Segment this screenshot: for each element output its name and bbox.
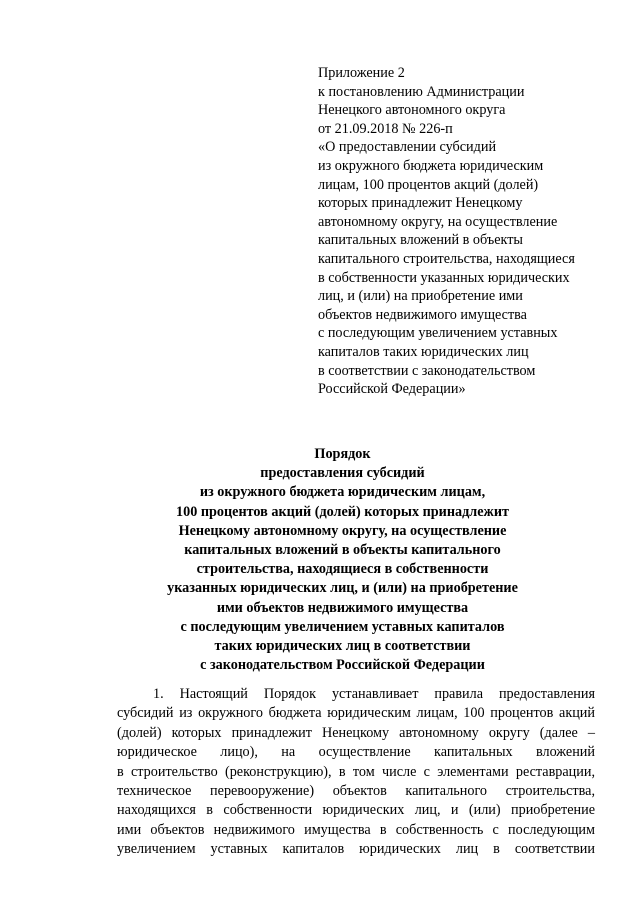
paragraph-line: 1. Настоящий Порядок устанавливает правила предоставления	[153, 686, 595, 702]
appendix-line: которых принадлежит Ненецкому	[318, 195, 523, 212]
title-line: из окружного бюджета юридическим лицам,	[199, 484, 486, 501]
appendix-line: Российской Федерации»	[318, 381, 466, 398]
appendix-line: Приложение 2	[318, 65, 405, 81]
title-line: ими объектов недвижимого имущества	[216, 599, 469, 616]
appendix-line: «О предоставлении субсидий	[318, 139, 497, 156]
paragraph-line: юридическое лицо), на осуществление капитальных вложений	[117, 744, 595, 761]
paragraph-line: находящихся в собственности юридических лиц, и (или) приобретение	[117, 802, 595, 819]
title-line: с последующим увеличением уставных капиталов	[180, 618, 505, 635]
paragraph-line: в строительство (реконструкцию), в том числе с элементами реставрации,	[117, 763, 595, 780]
appendix-line: автономному округу, на осуществление	[318, 213, 558, 230]
title-line: Ненецкому автономному округу, на осуществление	[178, 522, 507, 539]
appendix-line: лиц, и (или) на приобретение ими	[318, 288, 523, 305]
document-title	[100, 445, 585, 675]
appendix-line: Ненецкого автономного округа	[318, 102, 506, 119]
paragraph-line: (долей) которых принадлежит Ненецкому автономному округу (далее –	[117, 724, 595, 741]
appendix-line: объектов недвижимого имущества	[318, 306, 527, 323]
appendix-line: в собственности указанных юридических	[318, 269, 570, 286]
paragraph-line: техническое перевооружение) объектов капитального строительства,	[117, 783, 595, 800]
appendix-line: капитальных вложений в объекты	[318, 232, 523, 249]
paragraph-line: увеличением уставных капиталов юридических лиц в соответствии	[117, 841, 595, 858]
appendix-line: от 21.09.2018 № 226-п	[318, 120, 453, 137]
title-line: капитальных вложений в объекты капитального	[184, 542, 501, 559]
paragraph-line: субсидий из окружного бюджета юридическим лицам, 100 процентов акций	[117, 705, 595, 722]
appendix-line: лицам, 100 процентов акций (долей)	[318, 176, 539, 193]
appendix-line: к постановлению Администрации	[318, 83, 525, 100]
paragraph-1	[117, 685, 595, 860]
title-line: строительства, находящиеся в собственности	[196, 561, 489, 578]
title-line: таких юридических лиц в соответствии	[214, 638, 471, 655]
appendix-line: капиталов таких юридических лиц	[318, 343, 529, 360]
appendix-line: в соответствии с законодательством	[318, 362, 536, 379]
title-line: 100 процентов акций (долей) которых принадлежит	[176, 503, 509, 520]
appendix-line: с последующим увеличением уставных	[318, 325, 558, 342]
appendix-line: из окружного бюджета юридическим	[318, 157, 544, 174]
paragraph-line: ими объектов недвижимого имущества в собственность с последующим	[117, 821, 595, 838]
appendix-header	[318, 64, 618, 399]
title-line: предоставления субсидий	[260, 465, 425, 482]
title-line: указанных юридических лиц, и (или) на приобретение	[167, 580, 518, 597]
appendix-line: капитального строительства, находящиеся	[318, 250, 575, 267]
title-line: Порядок	[314, 446, 371, 462]
title-line: с законодательством Российской Федерации	[200, 657, 485, 674]
